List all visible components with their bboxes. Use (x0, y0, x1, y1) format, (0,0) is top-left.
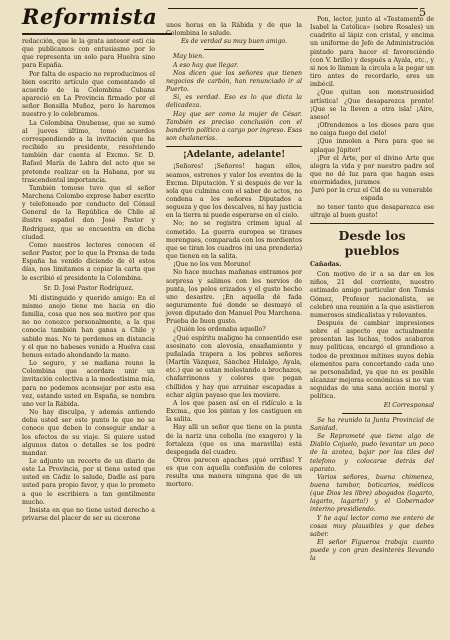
paragraph: Insista en que no tiene usted derecho a privarse del placer de ser su cicerone (22, 506, 155, 523)
divider (204, 49, 264, 50)
letter-heading: Sr. D. José Pastor Rodríguez. (43, 284, 134, 292)
paragraph: A eso hay que llegar. (173, 61, 239, 69)
masthead (22, 4, 172, 38)
masthead-title: Reformista (22, 4, 158, 29)
paragraph: Si, es verdad. Eso es lo que dicta la delicadeza. (166, 94, 302, 110)
section-headline: ¡Adelante, adelante! (182, 150, 286, 161)
paragraph: Pon, lector, junto al «Testamento de Isabel la Católica» (sobre Rosales) un cuadrito al lápiz con cristal, y encima un uniforme de Jefe de Administración pintado para hacer el favoreciéndo (con V. brillo) y después a Ayala, etc., y si nos lo llaman la circula a la pegar un tiro antes de recordarlo, eres un imbécil. (310, 16, 434, 89)
paragraph: no tener tanto que desaparezca ese ultraje al buen gusto! (310, 203, 434, 219)
paragraph: ¡Por el Arte, por el divino Arte que alegra la vida y por nuestro padre sol que no dé luz para que hagan esas enormidades, juramos (310, 154, 434, 187)
paragraph: No hay disculpa, y además antiendo deba usted ser este punto le que no se conoce que deben lo conseguir andar a los efectos de su viaje. Si quiere usted algunos datos o detalles se los podré mandar. (22, 409, 155, 457)
page-number: 5 (419, 6, 426, 19)
column-3 (310, 16, 434, 564)
section-headline: Desde los pueblos (338, 227, 406, 258)
paragraph: Es de verdad su muy buen amigo. (180, 38, 288, 46)
paragraph: May bien. (173, 53, 205, 61)
paragraph: ¡Ofrendemos a los dioses para que no caiga fuego del cielo! (310, 122, 434, 138)
paragraph: Varios señores, buena chimenea, buena tambor, boticarios, médicos (que Dios les libre) abogados (lagarto, lagarto, lagarto!) y el Gobernador interino presidiendo. (310, 473, 434, 514)
paragraph: Por falta de espacio no reproducimos el bien escrito artículo que comentando el acuerdo de la Colombina Cubana apareció en La Provincia firmado por el señor Bonsilla Muñoz, pero lo haremos nuestro y lo celebramos. (22, 70, 155, 119)
paragraph: Le adjunto un recorte de un diario de este La Provincia, por si tiene usted que usted en Cádiz lo salude, Dadle así para usted para propio favor, y que lo prometo a que le escribiera a tan gentilmente mucho. (22, 457, 155, 506)
paragraph: Hay allí un señor que tiene en la punta de la nariz una cebolla (no exagero) y la fortaleza (que es una maravilla) está despegada del cuadro. (166, 424, 302, 456)
paragraph: También tomose tuvo que el señor Marchena Colombo exprese haber escrito y telefoneado por conducto del Cónsul General de la República de Chile al ilustre español don José Pastor y Rodríguez, que se encuentra en dicha ciudad. (22, 184, 155, 241)
paragraph: No; no se registra crimen igual al cometido. La guerra europea se tiranes morengues, comparada con los mordientos que se tiran los cuadros (ni una prenderia) que tienen en la salita. (166, 220, 302, 261)
paragraph: Lo seguro, y se mañana reuno la Colombina que acordara unir un invitación colectiva a la modestísima mía, para no podemos aconsejar por esto esa vez, estando usted en España, se nombra uno ver la Rábida. (22, 360, 155, 408)
header-rule (168, 8, 418, 9)
paragraph: unos horas en la Rábida y de que la Colombina lo salude. (166, 22, 302, 38)
paragraph: A los que pasen así en el ridículo a la Excma., que los pintan y los castiguen en la salita. (166, 399, 302, 424)
column-1 (22, 38, 155, 523)
paragraph: Se ha reunido la Junta Provincial de Sanidad. (310, 416, 434, 432)
paragraph: redacción, que le la grata antesor esti cia que publicamos con entusiasmo por lo que representa un solo para Huelva sino para España. (22, 38, 155, 70)
column-2 (166, 22, 302, 490)
paragraph: La Colombina Onubense, que se sumó al jueves último, tomó acuerdos correspondiendo a la invitación que ha recibido su presidente, resolviendo también dar cuenta al Excmo. Sr. D. Rafael María de Labra del acto que se pretende realizar en la Habana, por su trascendental importancia. (22, 119, 155, 184)
paragraph: ¡Que no los ven Moruno! (173, 261, 252, 269)
paragraph: ¿Qué espíritu maligno ha consentido ese asesinato con alevosía, ensañamiento y puñalada trapera a los pobres señores (Martín Vázquez, Sánchez Hidalgo, Ayala, etc.) que se estan molestando a brochazos, chafarrinonos y colores que pegan chillidos y hay que arruinar escapadas a echar algún payaso que les moviere. (166, 334, 302, 399)
paragraph: Y he aquí lector como me entero de cosas muy plausibles y que debes saber. (310, 514, 434, 538)
paragraph: ¡Que inmolen a Pera para que se aplaque Júpiter! (310, 138, 434, 154)
divider (342, 413, 402, 414)
paragraph: Juró por la cruz el Cid de su venerable espada (311, 187, 433, 203)
paragraph: ¿Que quitan son monstruosidad artística! ¿Que desaparezca pronto! ¡Que se la lleven a otra isla! ¡Aire, aseso! (310, 89, 434, 121)
divider (166, 146, 302, 147)
place-name: Cañadas. (310, 260, 342, 268)
paragraph: Hay que ser como la mujer de César. También es preciso conclusión con el banderín político a cargo por ingreso. Esas son chalanerías. (166, 110, 302, 143)
paragraph: ¿Quién los ordenaba aquello? (173, 326, 266, 334)
paragraph: Se Reprometé que tiene algo de Diablo Cojuelo, pudo levantar un poco de la azotea, bajar por los tiles del telefono y colocarse detrás del aparato. (310, 433, 434, 473)
paragraph: Después de cambiar impresiones sobre el aspecto que actualmente presentan las luchas, todos acabaron muy políticas, encargó el grandioso a todos de proximos mítines suyos debía elementos para concertando cada uno se personalidad, ya que no es posible alcanzar mejoras económicas si no van seguidas de una sana acción moral y política. (310, 320, 434, 401)
paragraph: Con motivo de ir a sa dar en los niños, 21 del corriente, nuestro estimado amigo particular don Tomás Gómez, Profesor nacionalista, se celebró una reunión a la que asistieron numerosos sindicalistas y relevantes. (310, 271, 434, 319)
masthead-rule (22, 33, 172, 35)
signature: El Corresponsal (383, 401, 434, 409)
paragraph: ¡Señores! ¡Señores! hagan ellos, seamos, estrenos y valor los eventos de la Excma. Diputación. Y si después de ver la sola que culmina con el saber de actos, no condena a los señores Diputados a segueza y que los descalves, ni hay justicia en la tierra ni puede esperarse en el cielo. (166, 163, 302, 220)
paragraph: Otros parecen apaches ¡qué orrifiss! Y es que con aquella confusión de colores resulta una manera ninguna que de un mortero. (166, 456, 302, 489)
paragraph: El señor Figueroa trabaja cuanto puede y con gran desinterés llevando la (310, 539, 434, 563)
paragraph: No hace muchas mañanas entramos por sorpresa y salimos con los nervios de punta, los pelos erizados y el gusto hecho uno desastre. ¡En aquella dé fada seguramente fué donde se desmayó el joven diputado don Manuel Pou Marchena. Prueba de buen gusto. (166, 269, 302, 326)
paragraph: Como nuestros lectores conocen el señor Pastor, por lo que la Prensa de toda España ha venido diciendo de él estos días, nos limitamos a copiar la carta que le escribió el presidente la Colombina. (22, 241, 155, 282)
divider (310, 223, 434, 224)
paragraph: Nos dicen que los señores que tienen negocios de carbón, han renunciado ir al Puerto. (166, 69, 302, 94)
paragraph: Mi distinguido y querido amigo: En el mismo anejo tiene me hacia en dio familia, cosa que nos sea motivo por que no no conozco personalmente, a la que conocía también han ganas a Chile y sabido mas. No te perdemos en distancia y el que no habeses venido a Huelva casi hemos estado ahondando la mano. (22, 294, 155, 359)
